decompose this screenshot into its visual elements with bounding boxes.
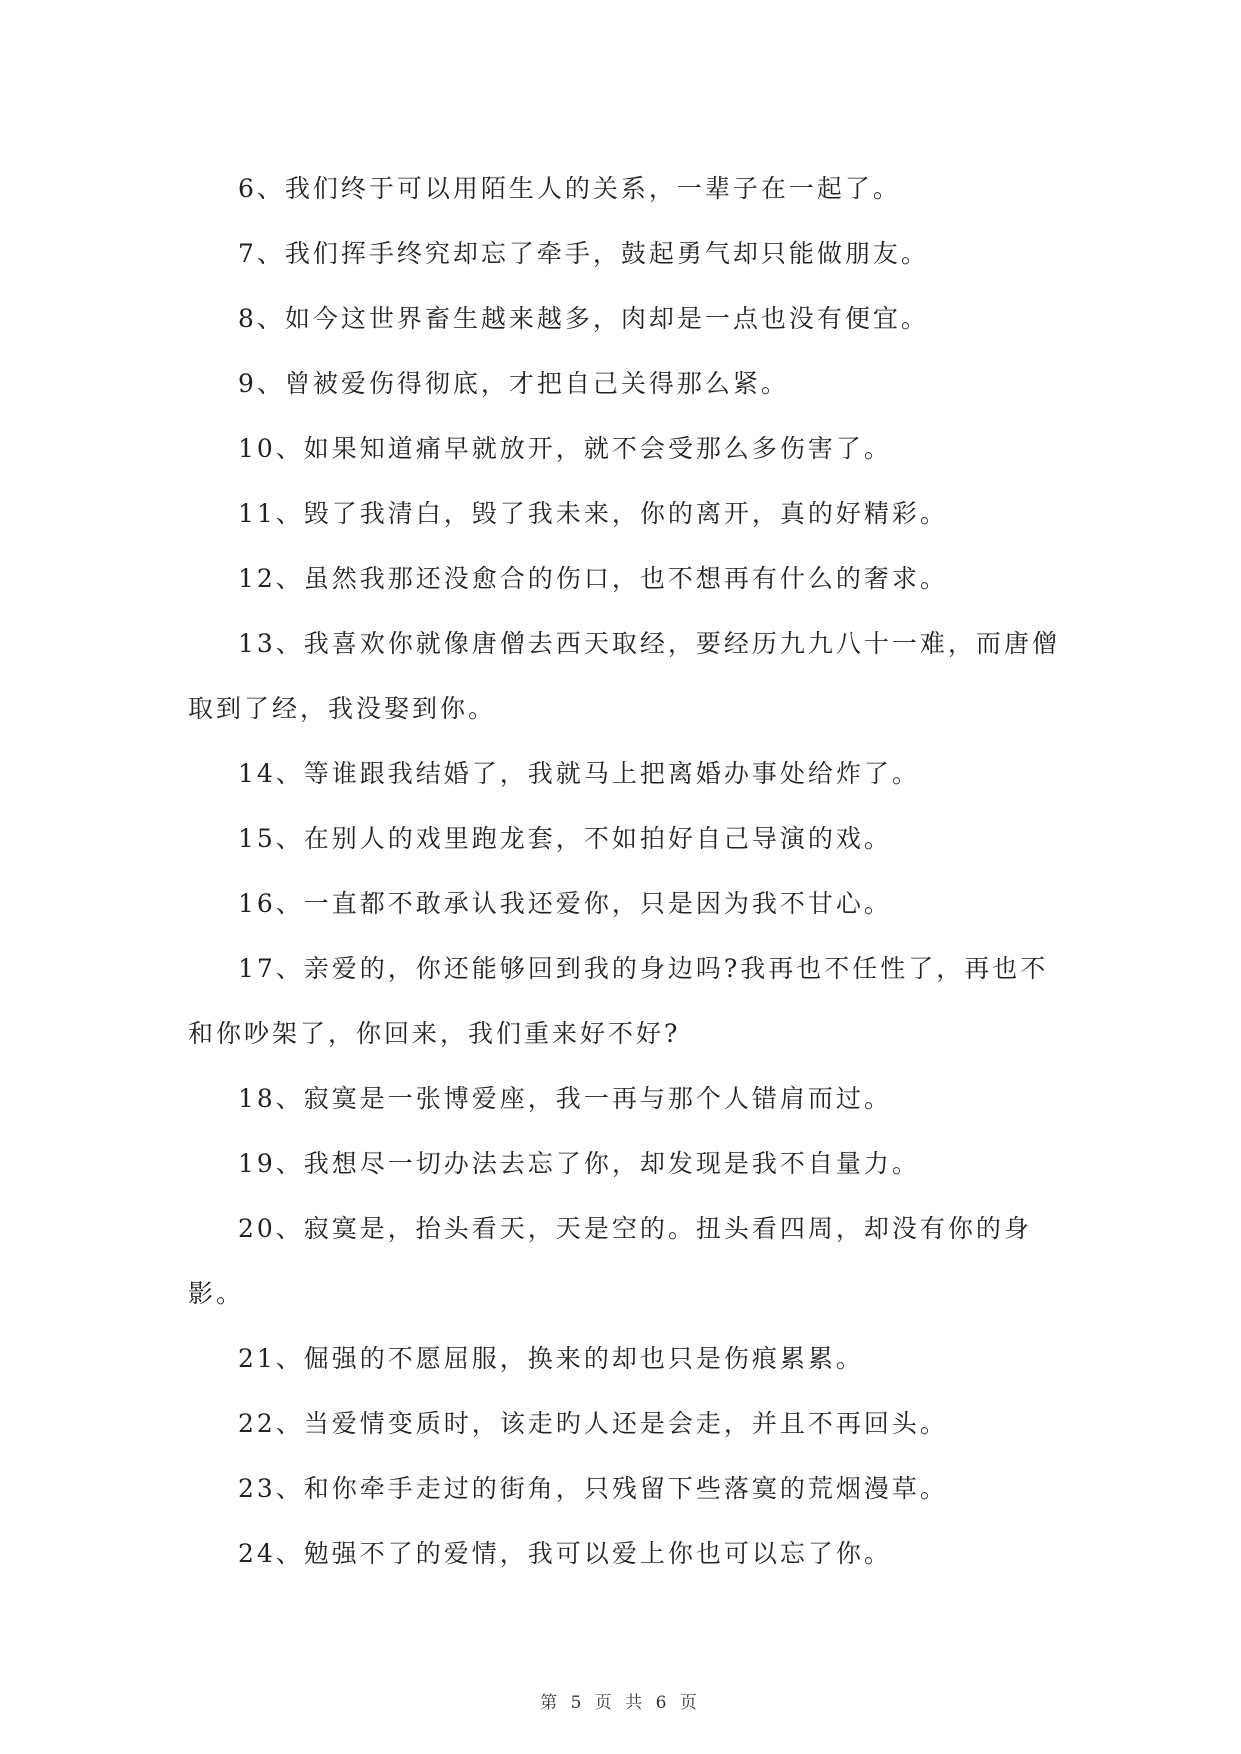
quote-paragraph-14: 14、等谁跟我结婚了，我就马上把离婚办事处给炸了。 — [238, 759, 920, 788]
quote-paragraph-19: 19、我想尽一切办法去忘了你，却发现是我不自量力。 — [238, 1149, 920, 1178]
quote-paragraph-6: 6、我们终于可以用陌生人的关系，一辈子在一起了。 — [238, 174, 901, 203]
quote-paragraph-7: 7、我们挥手终究却忘了牵手，鼓起勇气却只能做朋友。 — [238, 239, 929, 268]
quote-paragraph-9: 9、曾被爱伤得彻底，才把自己关得那么紧。 — [238, 369, 789, 398]
quote-paragraph-15: 15、在别人的戏里跑龙套，不如拍好自己导演的戏。 — [238, 824, 892, 853]
quote-paragraph-17: 17、亲爱的，你还能够回到我的身边吗?我再也不任性了，再也不和你吵架了，你回来，我们重来好不好? — [188, 954, 1049, 1048]
page-footer: 第 5 页 共 6 页 — [540, 1693, 701, 1713]
quote-paragraph-11: 11、毁了我清白，毁了我未来，你的离开，真的好精彩。 — [238, 499, 948, 528]
quote-paragraph-16: 16、一直都不敢承认我还爱你，只是因为我不甘心。 — [238, 889, 892, 918]
quote-paragraph-22: 22、当爱情变质时，该走旳人还是会走，并且不再回头。 — [238, 1409, 948, 1438]
quote-paragraph-23: 23、和你牵手走过的街角，只残留下些落寞的荒烟漫草。 — [238, 1474, 948, 1503]
quote-paragraph-10: 10、如果知道痛早就放开，就不会受那么多伤害了。 — [238, 434, 892, 463]
quote-paragraph-21: 21、倔强的不愿屈服，换来的却也只是伤痕累累。 — [238, 1344, 864, 1373]
quote-paragraph-12: 12、虽然我那还没愈合的伤口，也不想再有什么的奢求。 — [238, 564, 948, 593]
document-body — [188, 156, 1068, 1586]
quote-paragraph-8: 8、如今这世界畜生越来越多，肉却是一点也没有便宜。 — [238, 304, 929, 333]
quote-paragraph-20: 20、寂寞是，抬头看天，天是空的。扭头看四周，却没有你的身影。 — [188, 1214, 1032, 1308]
quote-paragraph-18: 18、寂寞是一张博爱座，我一再与那个人错肩而过。 — [238, 1084, 892, 1113]
quote-paragraph-24: 24、勉强不了的爱情，我可以爱上你也可以忘了你。 — [238, 1539, 892, 1568]
quote-paragraph-13: 13、我喜欢你就像唐僧去西天取经，要经历九九八十一难，而唐僧取到了经，我没娶到你。 — [188, 629, 1060, 723]
